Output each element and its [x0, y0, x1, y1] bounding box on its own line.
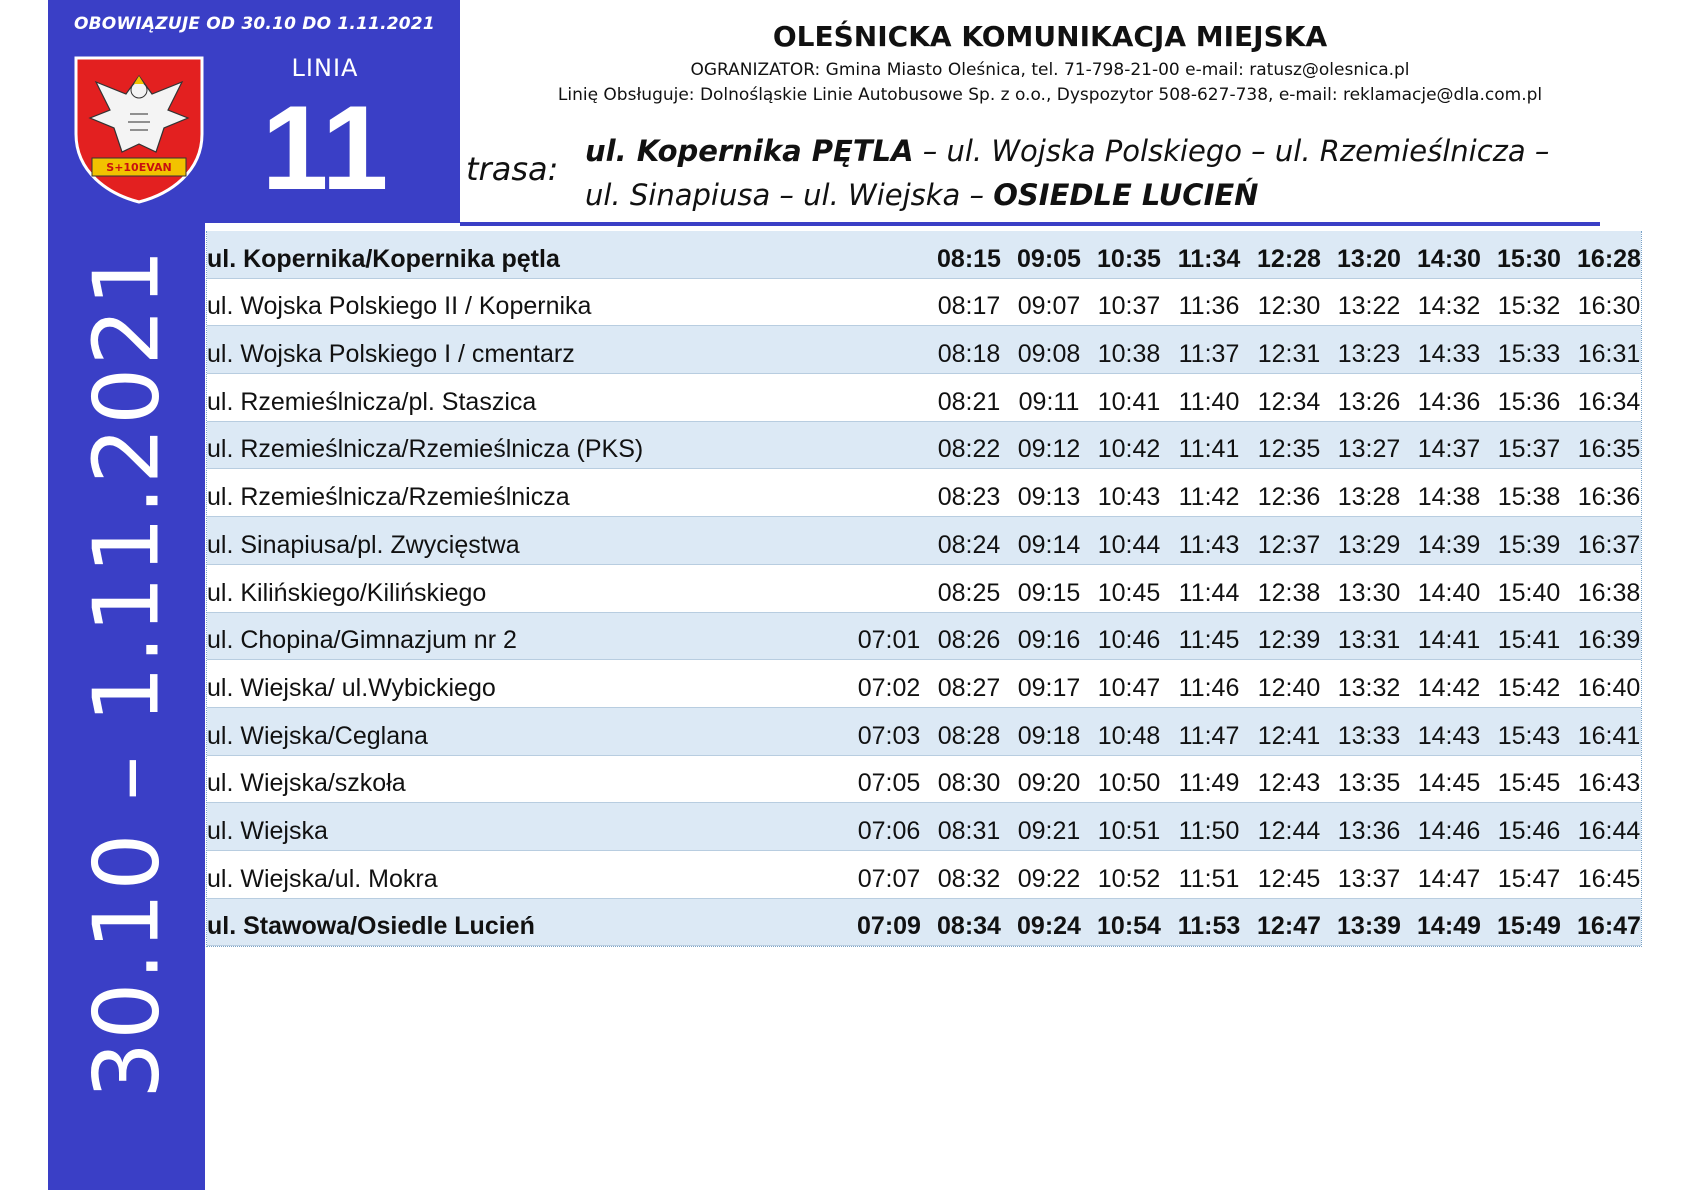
line-number: 11 [261, 81, 389, 215]
departure-time: 14:30 [1417, 244, 1481, 273]
departure-time: 13:27 [1337, 435, 1401, 464]
departure-time: 11:42 [1178, 483, 1240, 512]
departure-time: 09:18 [1017, 721, 1081, 750]
departure-time: 16:37 [1577, 530, 1641, 559]
departure-time: 15:38 [1497, 483, 1561, 512]
stop-name: ul. Wiejska/ul. Mokra [207, 864, 438, 893]
departure-time: 11:46 [1178, 673, 1240, 702]
timetable-row [207, 279, 1641, 327]
departure-time: 14:46 [1417, 816, 1481, 845]
departure-time: 15:39 [1497, 530, 1561, 559]
line-label: LINIA [291, 54, 359, 82]
departure-time: 12:34 [1257, 387, 1321, 416]
departure-time: 12:28 [1257, 244, 1321, 273]
stop-name: ul. Stawowa/Osiedle Lucień [207, 912, 535, 941]
departure-time: 16:35 [1577, 435, 1641, 464]
departure-time: 13:22 [1337, 292, 1401, 321]
route-middle-2: ul. Sinapiusa – ul. Wiejska – [585, 178, 994, 212]
departure-time: 10:45 [1097, 578, 1161, 607]
header-rule [460, 222, 1600, 226]
departure-time: 13:39 [1337, 912, 1401, 941]
stop-name: ul. Wiejska/ ul.Wybickiego [207, 673, 496, 702]
departure-time: 14:32 [1417, 292, 1481, 321]
departure-time: 11:49 [1178, 769, 1240, 798]
departure-time: 08:32 [937, 864, 1001, 893]
departure-time: 09:08 [1017, 340, 1081, 369]
departure-time: 10:41 [1097, 387, 1161, 416]
departure-time: 10:38 [1097, 340, 1161, 369]
departure-time: 16:41 [1577, 721, 1641, 750]
departure-time: 10:51 [1097, 816, 1161, 845]
departure-time: 09:12 [1017, 435, 1081, 464]
departure-time: 12:38 [1257, 578, 1321, 607]
departure-time: 09:22 [1017, 864, 1081, 893]
departure-time: 12:44 [1257, 816, 1321, 845]
departure-time: 11:53 [1177, 912, 1241, 941]
departure-time: 13:37 [1337, 864, 1401, 893]
timetable-row [207, 708, 1641, 756]
route-middle-1: – ul. Wojska Polskiego – ul. Rzemieślnicza – [913, 134, 1550, 168]
departure-time: 15:33 [1497, 340, 1561, 369]
departure-time: 13:28 [1337, 483, 1401, 512]
route-start: ul. Kopernika PĘTLA [585, 134, 914, 168]
departure-time: 09:20 [1017, 769, 1081, 798]
departure-time: 16:47 [1577, 912, 1641, 941]
departure-time: 09:21 [1017, 816, 1081, 845]
stop-name: ul. Rzemieślnicza/Rzemieślnicza (PKS) [207, 435, 644, 464]
departure-time: 15:47 [1497, 864, 1561, 893]
departure-time: 15:40 [1497, 578, 1561, 607]
departure-time: 10:52 [1097, 864, 1161, 893]
departure-time: 12:35 [1257, 435, 1321, 464]
departure-time: 07:09 [857, 912, 921, 941]
departure-time: 09:11 [1018, 387, 1080, 416]
departure-time: 16:39 [1577, 626, 1641, 655]
departure-time: 08:17 [937, 292, 1001, 321]
departure-time: 15:30 [1497, 244, 1561, 273]
departure-time: 13:20 [1337, 244, 1401, 273]
city-crest-icon [72, 54, 206, 204]
route-end: OSIEDLE LUCIEŃ [993, 178, 1259, 212]
stop-name: ul. Kopernika/Kopernika pętla [207, 244, 560, 273]
departure-time: 11:45 [1178, 626, 1240, 655]
departure-time: 14:47 [1417, 864, 1481, 893]
departure-time: 10:48 [1097, 721, 1161, 750]
departure-time: 11:41 [1178, 435, 1240, 464]
departure-time: 11:50 [1178, 816, 1240, 845]
departure-time: 08:22 [937, 435, 1001, 464]
departure-time: 15:41 [1497, 626, 1561, 655]
departure-time: 15:36 [1497, 387, 1561, 416]
departure-time: 14:42 [1417, 673, 1481, 702]
departure-time: 13:36 [1337, 816, 1401, 845]
departure-time: 12:36 [1257, 483, 1321, 512]
departure-time: 14:43 [1417, 721, 1481, 750]
departure-time: 10:43 [1097, 483, 1161, 512]
timetable-row [207, 756, 1641, 804]
departure-time: 09:17 [1017, 673, 1081, 702]
departure-time: 08:27 [937, 673, 1001, 702]
departure-time: 12:45 [1257, 864, 1321, 893]
departure-time: 07:06 [857, 816, 921, 845]
departure-time: 08:24 [937, 530, 1001, 559]
departure-time: 09:24 [1017, 912, 1081, 941]
departure-time: 13:32 [1337, 673, 1401, 702]
timetable-row [207, 517, 1641, 565]
departure-time: 16:34 [1577, 387, 1641, 416]
departure-time: 13:30 [1337, 578, 1401, 607]
timetable-row [207, 613, 1641, 661]
timetable [206, 231, 1642, 947]
departure-time: 08:30 [937, 769, 1001, 798]
timetable-row [207, 374, 1641, 422]
departure-time: 13:29 [1337, 530, 1401, 559]
departure-time: 10:46 [1097, 626, 1161, 655]
departure-time: 14:37 [1417, 435, 1481, 464]
departure-time: 08:23 [937, 483, 1001, 512]
organization-title: OLEŚNICKA KOMUNIKACJA MIEJSKA [772, 20, 1328, 53]
departure-time: 10:44 [1097, 530, 1161, 559]
stop-name: ul. Kilińskiego/Kilińskiego [207, 578, 487, 607]
departure-time: 08:18 [937, 340, 1001, 369]
route-line-1 [585, 134, 1549, 168]
departure-time: 10:54 [1097, 912, 1161, 941]
departure-time: 07:03 [857, 721, 921, 750]
departure-time: 09:07 [1017, 292, 1081, 321]
departure-time: 07:02 [857, 673, 921, 702]
departure-time: 12:37 [1257, 530, 1321, 559]
departure-time: 10:50 [1097, 769, 1161, 798]
timetable-row [207, 565, 1641, 613]
stop-name: ul. Wojska Polskiego I / cmentarz [207, 340, 575, 369]
departure-time: 11:47 [1178, 721, 1240, 750]
stop-name: ul. Sinapiusa/pl. Zwycięstwa [207, 530, 520, 559]
stop-name: ul. Wiejska [207, 816, 328, 845]
departure-time: 11:51 [1178, 864, 1240, 893]
route-label: trasa: [466, 150, 559, 188]
departure-time: 14:41 [1417, 626, 1481, 655]
departure-time: 15:45 [1497, 769, 1561, 798]
departure-time: 16:45 [1577, 864, 1641, 893]
departure-time: 08:34 [937, 912, 1001, 941]
departure-time: 11:44 [1178, 578, 1240, 607]
departure-time: 12:30 [1257, 292, 1321, 321]
departure-time: 13:33 [1337, 721, 1401, 750]
stop-name: ul. Wiejska/Ceglana [207, 721, 428, 750]
departure-time: 14:49 [1417, 912, 1481, 941]
departure-time: 13:23 [1337, 340, 1401, 369]
route-line-2 [585, 178, 1258, 212]
departure-time: 12:31 [1257, 340, 1321, 369]
departure-time: 09:14 [1017, 530, 1081, 559]
stop-name: ul. Rzemieślnicza/Rzemieślnicza [207, 483, 570, 512]
departure-time: 08:31 [937, 816, 1001, 845]
departure-time: 10:47 [1097, 673, 1161, 702]
departure-time: 16:28 [1577, 244, 1641, 273]
departure-time: 07:05 [857, 769, 921, 798]
departure-time: 07:01 [857, 626, 921, 655]
organizer-info: OGRANIZATOR: Gmina Miasto Oleśnica, tel. 71-798-21-00 e-mail: ratusz@olesnica.pl [690, 60, 1410, 80]
departure-time: 14:45 [1417, 769, 1481, 798]
departure-time: 12:47 [1257, 912, 1321, 941]
departure-time: 16:40 [1577, 673, 1641, 702]
departure-time: 12:39 [1257, 626, 1321, 655]
departure-time: 09:05 [1017, 244, 1081, 273]
departure-time: 11:37 [1178, 340, 1240, 369]
departure-time: 08:25 [937, 578, 1001, 607]
departure-time: 11:43 [1178, 530, 1240, 559]
departure-time: 12:40 [1257, 673, 1321, 702]
departure-time: 10:42 [1097, 435, 1161, 464]
departure-time: 15:37 [1497, 435, 1561, 464]
departure-time: 14:33 [1417, 340, 1481, 369]
departure-time: 13:31 [1337, 626, 1401, 655]
timetable-row [207, 899, 1641, 947]
departure-time: 13:26 [1337, 387, 1401, 416]
departure-time: 09:16 [1017, 626, 1081, 655]
departure-time: 14:39 [1417, 530, 1481, 559]
departure-time: 12:41 [1257, 721, 1321, 750]
departure-time: 10:35 [1097, 244, 1161, 273]
timetable-row [207, 469, 1641, 517]
departure-time: 09:15 [1017, 578, 1081, 607]
departure-time: 15:32 [1497, 292, 1561, 321]
departure-time: 11:40 [1178, 387, 1240, 416]
departure-time: 14:38 [1417, 483, 1481, 512]
departure-time: 15:46 [1497, 816, 1561, 845]
timetable-row [207, 803, 1641, 851]
departure-time: 16:30 [1577, 292, 1641, 321]
departure-time: 08:15 [937, 244, 1001, 273]
departure-time: 11:36 [1178, 292, 1240, 321]
departure-time: 15:42 [1497, 673, 1561, 702]
departure-time: 16:38 [1577, 578, 1641, 607]
departure-time: 07:07 [857, 864, 921, 893]
stop-name: ul. Wojska Polskiego II / Kopernika [207, 292, 592, 321]
crest-ribbon-text: S+10EVAN [106, 161, 172, 174]
departure-time: 13:35 [1337, 769, 1401, 798]
departure-time: 16:44 [1577, 816, 1641, 845]
departure-time: 16:31 [1577, 340, 1641, 369]
departure-time: 11:34 [1177, 244, 1241, 273]
departure-time: 14:40 [1417, 578, 1481, 607]
departure-time: 09:13 [1017, 483, 1081, 512]
timetable-row [207, 231, 1641, 279]
departure-time: 08:26 [937, 626, 1001, 655]
vertical-date-range: 30.10 – 1.11.2021 [74, 247, 180, 1099]
departure-time: 16:36 [1577, 483, 1641, 512]
timetable-row [207, 422, 1641, 470]
timetable-row [207, 851, 1641, 899]
departure-time: 14:36 [1417, 387, 1481, 416]
departure-time: 15:49 [1497, 912, 1561, 941]
operator-info: Linię Obsługuje: Dolnośląskie Linie Autobusowe Sp. z o.o., Dyspozytor 508-627-738, e-mail: reklamacje@dla.com.pl [557, 85, 1543, 105]
departure-time: 12:43 [1257, 769, 1321, 798]
departure-time: 08:21 [937, 387, 1001, 416]
departure-time: 08:28 [937, 721, 1001, 750]
stop-name: ul. Rzemieślnicza/pl. Staszica [207, 387, 537, 416]
departure-time: 15:43 [1497, 721, 1561, 750]
departure-time: 10:37 [1097, 292, 1161, 321]
timetable-row [207, 326, 1641, 374]
stop-name: ul. Chopina/Gimnazjum nr 2 [207, 626, 517, 655]
timetable-row [207, 660, 1641, 708]
stop-name: ul. Wiejska/szkoła [207, 769, 406, 798]
validity-text: OBOWIĄZUJE OD 30.10 DO 1.11.2021 [74, 14, 435, 34]
departure-time: 16:43 [1577, 769, 1641, 798]
